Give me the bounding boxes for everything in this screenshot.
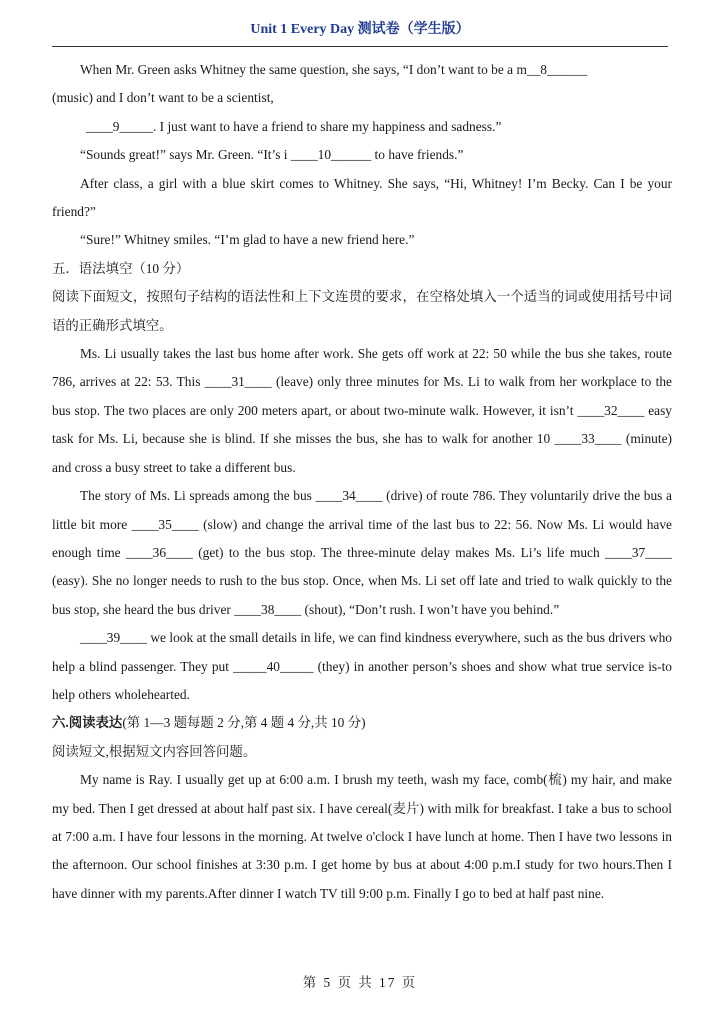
section-6-instruction: 阅读短文,根据短文内容回答问题。 (52, 743, 257, 759)
blank-10: ____10______ (290, 147, 372, 163)
passage-line: (music) and I don’t want to be a scientist, (52, 90, 274, 106)
section-5-title: 五．语法填空（10 分） (52, 260, 190, 276)
section-6-title (52, 709, 672, 737)
text: When Mr. Green asks Whitney the same question, she says, “I don’t want to be a m (80, 62, 527, 77)
text: “Sounds great!” says Mr. Green. “It’s i (80, 147, 291, 163)
blank-9: ____9_____ (86, 118, 153, 134)
passage-paragraph: “Sure!” Whitney smiles. “I’m glad to have a new friend here.” (80, 232, 415, 248)
section-6-title-rest: (第 1—3 题每题 2 分,第 4 题 4 分,共 10 分) (122, 715, 366, 731)
grammar-paragraph-2: The story of Ms. Li spreads among the bus ____34____ (drive) of route 786. They voluntarily drive the bus a little bit more ____35____ (slow) and change the arrival time of the last bus to 22: 56. Now Ms. Li would have enough time ____36____ (get) to the bus stop. The three-minute delay makes Ms. Li’s life much ____37____ (easy). She no longer needs to rush to the bus stop. Once, when Ms. Li set off late and tried to walk quickly to the bus stop, she heard the bus driver ____38____ (shout), “Don’t rush. I won’t have you behind.” (52, 488, 672, 617)
passage-paragraph: After class, a girl with a blue skirt comes to Whitney. She says, “Hi, Whitney! I’m Becky. Can I be your friend?” (52, 175, 672, 220)
document-body (52, 56, 672, 908)
page-number: 第 5 页 共 17 页 (302, 975, 418, 990)
header-divider (52, 46, 668, 47)
section-6-title-bold: 六.阅读表达 (52, 715, 123, 731)
section-5-instruction: 阅读下面短文，按照句子结构的语法性和上下文连贯的要求，在空格处填入一个适当的词或使用括号中词语的正确形式填空。 (52, 289, 672, 333)
grammar-paragraph-3: ____39____ we look at the small details in life, we can find kindness everywhere, such as the bus drivers who help a blind passenger. They put _____40_____ (they) in another person’s shoes and show what true service is-to help others wholehearted. (52, 630, 672, 702)
passage-line (52, 141, 672, 169)
text: . I just want to have a friend to share my happiness and sadness.” (152, 118, 502, 134)
passage-line (52, 56, 672, 84)
grammar-paragraph-1: Ms. Li usually takes the last bus home after work. She gets off work at 22: 50 while the bus she takes, route 786, arrives at 22: 53. This ____31____ (leave) only three minutes for Ms. Li to walk from her workplace to the bus stop. The two places are only 200 meters apart, or about two-minute walk. However, it isn’t ____32____ easy task for Ms. Li, because she is blind. If she misses the bus, she has to walk for another 10 ____33____ (minute) and cross a busy street to take a different bus. (52, 346, 672, 475)
page-header-title: Unit 1 Every Day 测试卷（学生版） (250, 22, 470, 37)
blank-8: __8______ (526, 62, 588, 77)
passage-line (52, 113, 672, 141)
reading-paragraph: My name is Ray. I usually get up at 6:00 a.m. I brush my teeth, wash my face, comb(梳) my hair, and make my bed. Then I get dressed at about half past six. I have cereal(麦片) with milk for breakfast. I take a bus to school at 7:00 a.m. I have four lessons in the morning. At twelve o'clock I have lunch at home. Then I have two lessons in the afternoon. Our school finishes at 3:30 p.m. I get home by bus at about 4:00 p.m.I study for two hours.Then I have dinner with my parents.After dinner I watch TV till 9:00 p.m. Finally I go to bed at half past nine. (52, 772, 672, 901)
text: to have friends.” (371, 147, 464, 163)
